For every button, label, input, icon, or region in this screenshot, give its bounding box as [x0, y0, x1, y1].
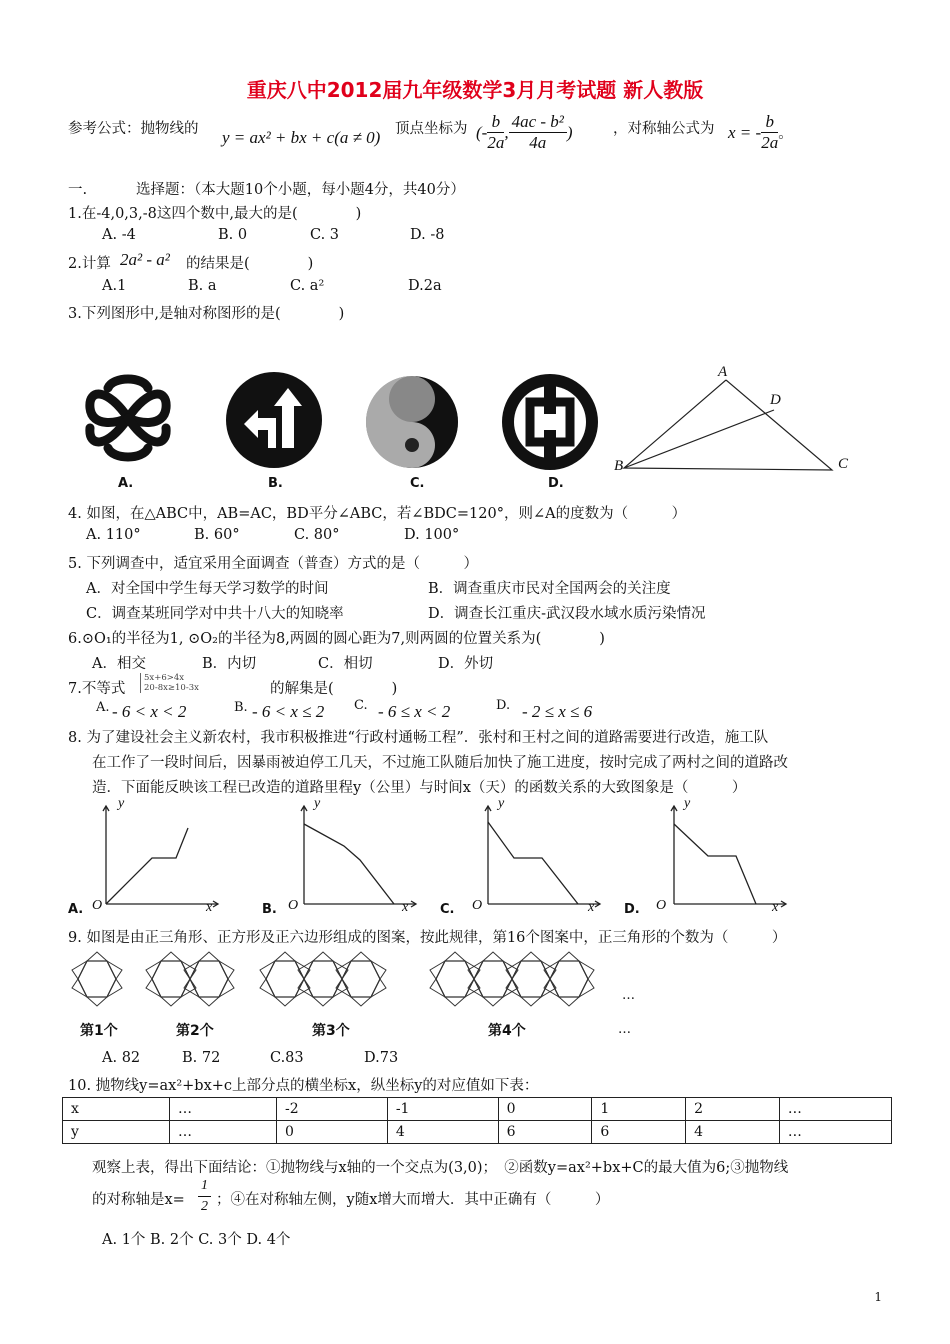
q10-conclusion-line-2-pre: 的对称轴是x=: [92, 1192, 185, 1208]
q8-origin-d: O: [656, 898, 667, 913]
q3-stem: 3.下列图形中,是轴对称图形的是( ): [68, 306, 345, 322]
table-cell: 0: [498, 1098, 592, 1121]
q7-option-c: - 6 ≤ x < 2: [378, 702, 451, 721]
q1-option-a: A. -4: [102, 227, 136, 243]
q4-option-c: C. 80°: [294, 527, 340, 543]
q5-option-d: D．调查长江重庆-武汉段水域水质污染情况: [428, 606, 706, 622]
q10-conclusion-line-2-post: ；④在对称轴左侧，y随x增大而增大．其中正确有（ ）: [216, 1192, 610, 1208]
q8-axis-y-b: y: [314, 796, 321, 811]
q8-axis-y-a: y: [118, 796, 125, 811]
section-heading: 选择题：（本大题10个小题，每小题4分，共40分）: [136, 182, 465, 198]
q3-figure-a: [68, 368, 188, 468]
table-cell: 4: [686, 1121, 780, 1144]
q5-option-b: B．调查重庆市民对全国两会的关注度: [428, 581, 671, 597]
table-cell: x: [63, 1098, 170, 1121]
section-number: 一.: [68, 182, 88, 198]
q2-stem-post: 的结果是( ): [186, 256, 314, 272]
q3-figure-b: [224, 370, 324, 470]
q2-stem-pre: 2.计算: [68, 256, 111, 272]
q4-option-d: D. 100°: [404, 527, 460, 543]
axis-formula: x = - $\frac{b}{2a}$ 。: [728, 112, 793, 152]
q3-label-a: A.: [118, 476, 134, 491]
q6-option-a: A．相交: [92, 656, 146, 672]
q8-axis-x-c: x: [588, 900, 595, 915]
q9-pattern-ellipsis: …: [622, 988, 635, 1003]
q10-stem: 10. 抛物线y=ax²+bx+c上部分点的横坐标x，纵坐标y的对应值如下表：: [68, 1078, 539, 1094]
table-cell: 6: [498, 1121, 592, 1144]
q4-option-b: B. 60°: [194, 527, 240, 543]
q3-figure-d: [500, 372, 600, 472]
q7-stem-post: 的解集是( ): [270, 681, 398, 697]
q8-graph-c: [466, 798, 606, 918]
q7-option-b-label: B.: [234, 700, 248, 715]
q5-option-c: C．调查某班同学对中共十八大的知晓率: [86, 606, 344, 622]
formula-vertex-label: 顶点坐标为: [395, 121, 468, 137]
q8-axis-x-d: x: [772, 900, 779, 915]
q10-value-table: [62, 1097, 892, 1144]
q9-stem: 9. 如图是由正三角形、正方形及正六边形组成的图案，按此规律，第16个图案中，正三角形的个数为（ ）: [68, 930, 787, 946]
q1-option-c: C. 3: [310, 227, 340, 243]
q8-label-a: A.: [68, 902, 84, 917]
vertex-formula: (- $\frac{b}{2a}$ , $\frac{\text{4ac - b²}}{4a}$ ): [476, 112, 573, 152]
q7-option-b: - 6 < x ≤ 2: [252, 702, 325, 721]
page-title: 重庆八中2012届九年级数学3月月考试题 新人教版: [246, 78, 704, 102]
q5-stem: 5. 下列调查中，适宜采用全面调查（普查）方式的是（ ）: [68, 556, 478, 572]
triangle-label-a: A: [718, 364, 728, 380]
q8-label-b: B.: [262, 902, 277, 917]
table-cell: 1: [592, 1098, 686, 1121]
q10-options: A. 1个 B. 2个 C. 3个 D. 4个: [102, 1232, 291, 1248]
q3-label-d: D.: [548, 476, 564, 491]
q3-figure-c: [362, 374, 462, 470]
q1-stem: 1.在-4,0,3,-8这四个数中,最大的是( ): [68, 206, 362, 222]
q9-option-c: C.83: [270, 1050, 304, 1066]
q8-axis-y-c: y: [498, 796, 505, 811]
q4-option-a: A. 110°: [86, 527, 141, 543]
q6-option-d: D．外切: [438, 656, 494, 672]
q7-option-d-label: D.: [496, 698, 511, 713]
q7-stem-pre: 7.不等式: [68, 681, 126, 697]
q8-line-1: 8. 为了建设社会主义新农村，我市积极推进“行政村通畅工程”．张村和王村之间的道路需要进行改造，施工队: [68, 730, 769, 746]
q9-caption-4: 第4个: [488, 1023, 526, 1039]
q8-line-2: 在工作了一段时间后，因暴雨被迫停工几天，不过施工队随后加快了施工进度，按时完成了两村之间的道路改: [92, 755, 788, 771]
q9-option-a: A. 82: [102, 1050, 141, 1066]
q8-label-c: C.: [440, 902, 455, 917]
q2-option-a: A.1: [102, 278, 127, 294]
q8-axis-y-d: y: [684, 796, 691, 811]
table-cell: 4: [387, 1121, 498, 1144]
q8-axis-x-a: x: [206, 900, 213, 915]
q5-option-a: A．对全国中学生每天学习数学的时间: [86, 581, 329, 597]
table-cell: y: [63, 1121, 170, 1144]
q2-option-b: B. a: [188, 278, 217, 294]
q8-line-3: 造．下面能反映该工程已改造的道路里程y（公里）与时间x（天）的函数关系的大致图象是（ ）: [92, 780, 747, 796]
q7-option-a-label: A.: [96, 700, 110, 715]
table-cell: -1: [387, 1098, 498, 1121]
q8-origin-b: O: [288, 898, 299, 913]
q7-option-d: - 2 ≤ x ≤ 6: [522, 702, 593, 721]
q9-caption-2: 第2个: [176, 1023, 214, 1039]
q3-label-c: C.: [410, 476, 425, 491]
q4-stem: 4. 如图，在△ABC中，AB=AC，BD平分∠ABC，若∠BDC=120°，则∠A的度数为（ ）: [68, 506, 687, 522]
table-cell: -2: [277, 1098, 388, 1121]
q7-option-a: - 6 < x < 2: [112, 702, 187, 721]
table-cell: 2: [686, 1098, 780, 1121]
table-row: [63, 1121, 892, 1144]
q8-axis-x-b: x: [402, 900, 409, 915]
table-cell: …: [170, 1098, 277, 1121]
q9-pattern-figure: [64, 948, 644, 1010]
q1-option-b: B. 0: [218, 227, 248, 243]
q6-option-b: B．内切: [202, 656, 257, 672]
q9-option-d: D.73: [364, 1050, 399, 1066]
page-number: 1: [874, 1290, 882, 1304]
q9-caption-1: 第1个: [80, 1023, 118, 1039]
q8-origin-c: O: [472, 898, 483, 913]
q6-stem: 6.⊙O₁的半径为1, ⊙O₂的半径为8,两圆的圆心距为7,则两圆的位置关系为( ): [68, 631, 605, 647]
q8-graph-d: [652, 798, 792, 918]
q7-option-c-label: C.: [354, 698, 368, 713]
triangle-label-c: C: [838, 456, 849, 472]
table-cell: 0: [277, 1121, 388, 1144]
q9-caption-ellipsis: …: [618, 1022, 631, 1037]
formula-equation: y = ax² + bx + c(a ≠ 0): [222, 128, 381, 147]
formula-prefix: 参考公式：抛物线的: [68, 121, 199, 137]
q2-expression: 2a² - a²: [120, 250, 170, 269]
triangle-label-b: B: [614, 458, 624, 474]
q10-conclusion-line-1: 观察上表，得出下面结论：①抛物线与x轴的一个交点为(3,0)； ②函数y=ax²+bx+C的最大值为6;③抛物线: [92, 1160, 789, 1176]
triangle-label-d: D: [770, 392, 781, 408]
table-cell: …: [779, 1098, 891, 1121]
table-cell: …: [170, 1121, 277, 1144]
q8-graph-b: [282, 798, 422, 918]
formula-axis-label: ，对称轴公式为: [613, 121, 715, 137]
table-row: [63, 1098, 892, 1121]
q4-triangle-figure: [612, 364, 862, 474]
q2-option-d: D.2a: [408, 278, 442, 294]
q7-inequality-system: 5x+6>4x 20-8x≥10-3x: [140, 673, 199, 693]
q1-option-d: D. -8: [410, 227, 445, 243]
q8-label-d: D.: [624, 902, 640, 917]
q3-label-b: B.: [268, 476, 283, 491]
q8-graph-a: [84, 798, 224, 918]
q10-fraction: $\frac{1}{2}$: [198, 1176, 211, 1217]
table-cell: …: [779, 1121, 891, 1144]
q2-option-c: C. a²: [290, 278, 325, 294]
q8-origin-a: O: [92, 898, 103, 913]
q9-option-b: B. 72: [182, 1050, 221, 1066]
q9-caption-3: 第3个: [312, 1023, 350, 1039]
table-cell: 6: [592, 1121, 686, 1144]
q6-option-c: C．相切: [318, 656, 373, 672]
